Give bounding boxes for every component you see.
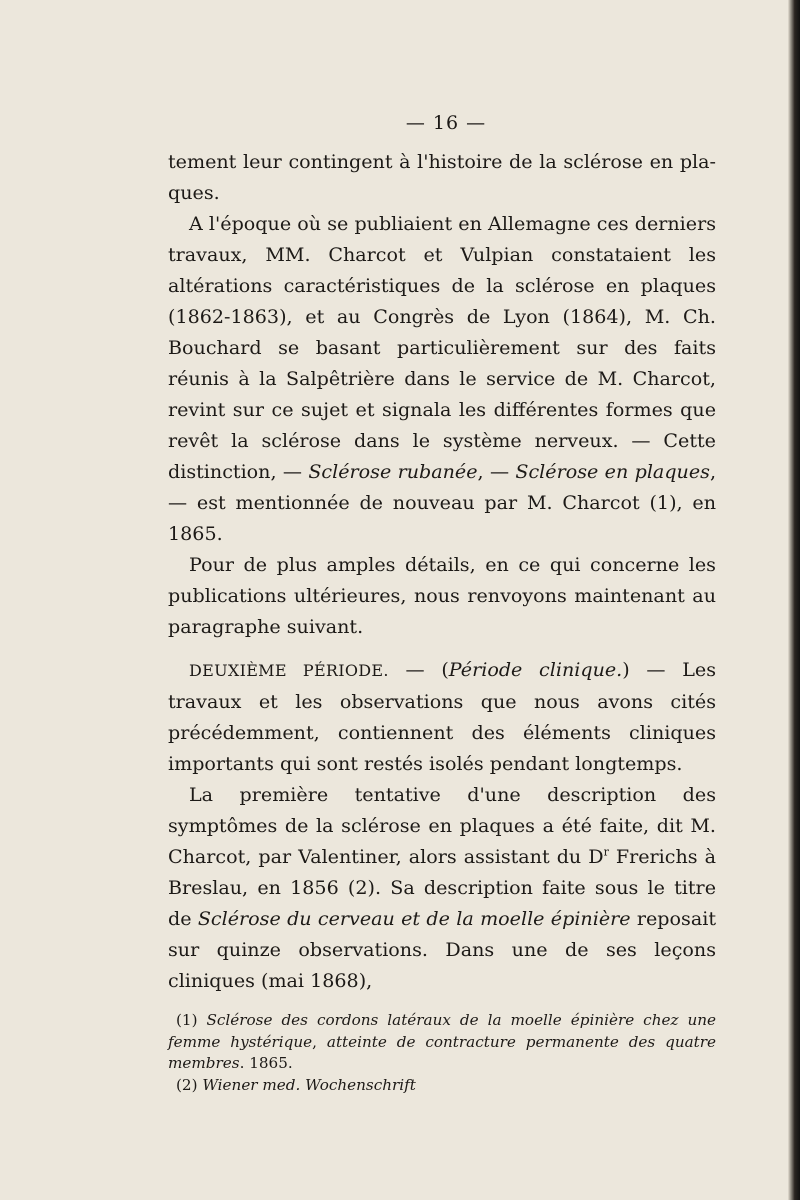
paragraph-1: [168, 146, 716, 208]
text-run: reposait sur quinze observations. Dans une de ses leçons cliniques (mai 1868),: [168, 907, 716, 992]
text-run: ) — Les travaux et les observations que nous avons cités précédemment, contiennent des éléments cliniques importants qui sont restés isolés pendant longtemps.: [168, 658, 717, 775]
text-run: Sclérose rubanée: [308, 460, 478, 483]
footnotes: [168, 1010, 716, 1096]
footnote-1: [168, 1010, 716, 1075]
text-run: , —: [477, 460, 516, 483]
text-run: La première tentative d'une description des symptômes de la sclérose en plaques a été faite, dit M. Charcot, par Valentiner, alors assistant du D: [168, 783, 716, 868]
paragraph-2: [168, 208, 716, 549]
text-run: (2): [176, 1075, 203, 1094]
paragraph-period-clinique: [168, 654, 716, 779]
page-number: — 16 —: [405, 112, 487, 134]
page-content: [168, 112, 716, 1096]
text-run: Sclérose des cordons latéraux de la moelle épinière chez une femme hystérique: [168, 1011, 717, 1051]
text-run: atteinte de contracture permanente des quatre membres: [168, 1032, 717, 1072]
text-run: Sclérose en plaques: [515, 460, 710, 483]
text-run: Pour de plus amples détails, en ce qui concerne les publications ultérieures, nous renvoyons maintenant au paragraphe suivant.: [168, 553, 716, 638]
text-run: . 1865.: [239, 1054, 293, 1072]
text-run: Sclérose du cerveau et de la moelle épinière: [197, 907, 631, 930]
text-run: tement leur contingent à l'histoire de la sclérose en pla-ques.: [168, 150, 716, 204]
paragraph-5: [168, 779, 716, 996]
text-run: — (: [388, 658, 449, 681]
text-run: A l'époque où se publiaient en Allemagne ces derniers travaux, MM. Charcot et Vulpian constataient les altérations caractéristiques de la sclérose en plaques (1862-1863), et au Congrès de Lyon (1864), M. Ch. Bouchard se basant particulièrement sur des faits réunis à la Salpêtrière dans le service de M. Charcot, revint sur ce sujet et signala les différentes formes que revêt la sclérose dans le système nerveux. — Cette distinction, —: [168, 212, 716, 483]
text-run: , — est mentionnée de nouveau par M. Charcot (1), en 1865.: [168, 460, 717, 545]
text-run: (1): [176, 1011, 207, 1029]
page-edge: [788, 0, 800, 1200]
paragraph-3: [168, 549, 716, 642]
footnote-2: [168, 1075, 716, 1097]
text-run: DEUXIÈME PÉRIODE.: [189, 661, 389, 680]
text-run: Wiener med. Wochenschrift: [202, 1075, 416, 1094]
text-run: r: [603, 845, 609, 859]
text-run: ,: [312, 1032, 327, 1051]
text-run: Frerichs à Breslau, en 1856 (2). Sa description faite sous le titre de: [168, 845, 716, 930]
text-run: Période clinique.: [448, 658, 623, 681]
